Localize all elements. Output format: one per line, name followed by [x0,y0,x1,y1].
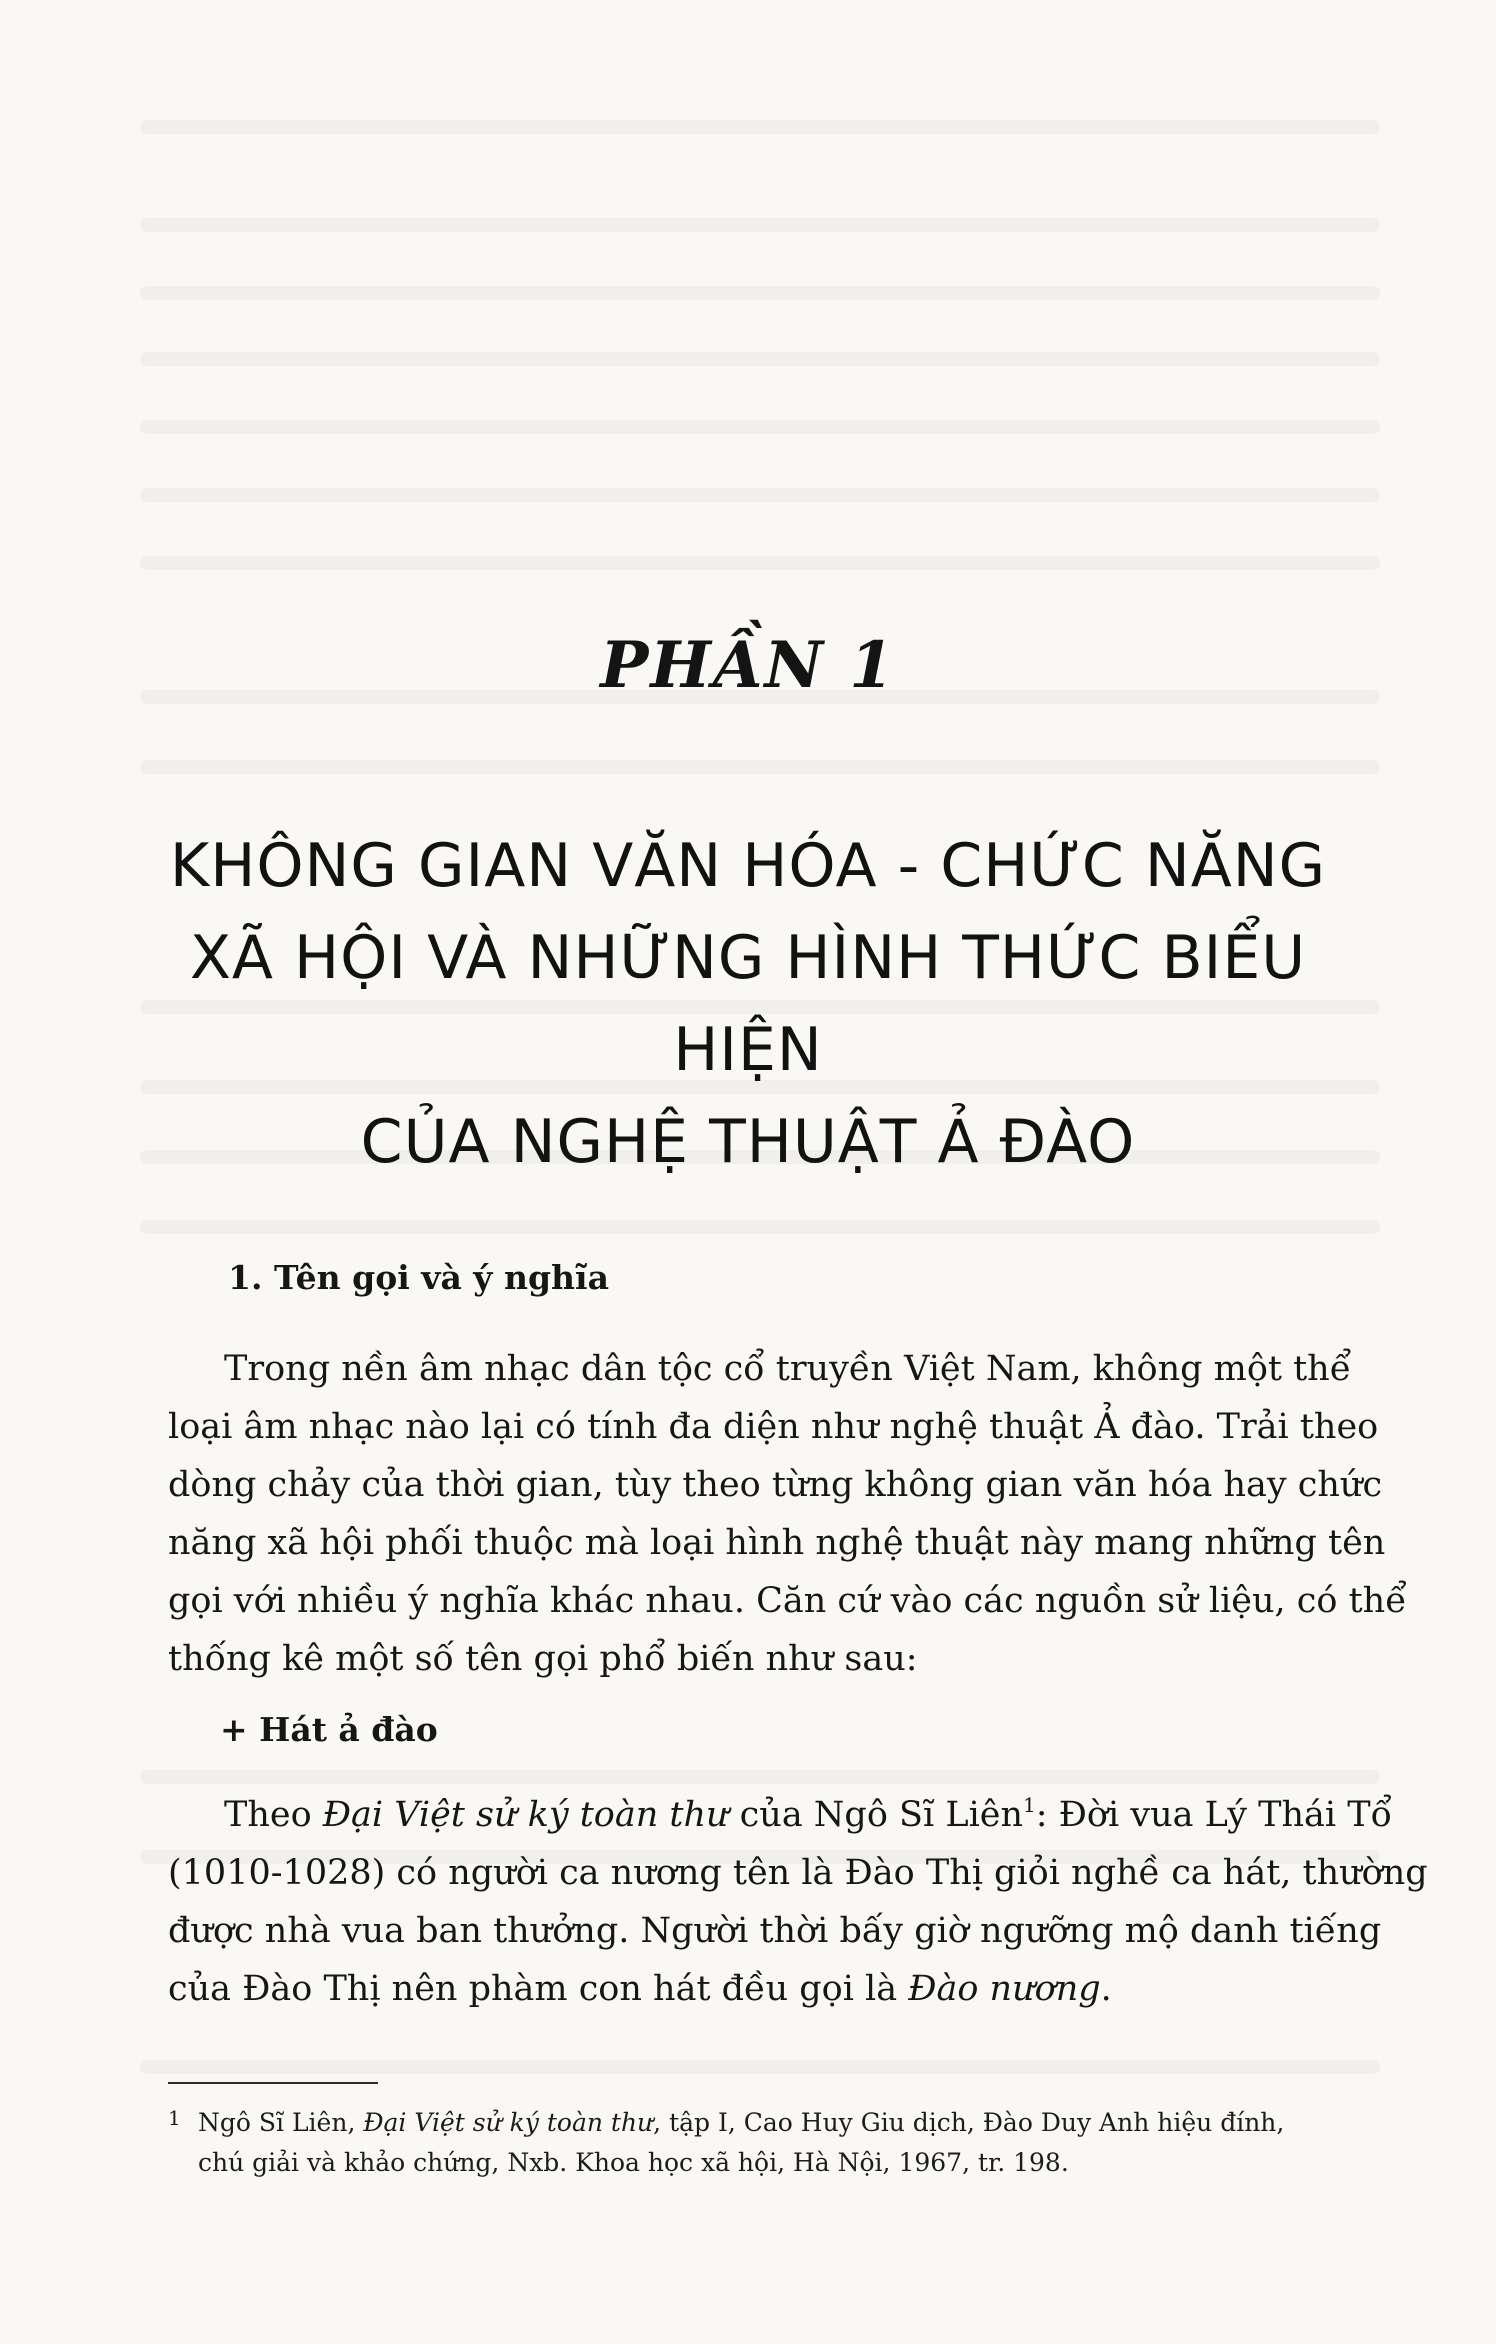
text-run: , tập I, Cao Huy Giu dịch, Đào Duy Anh hiệu đính, [653,2108,1285,2137]
footnote-mark: 1 [168,2106,181,2130]
paragraph-line: (1010-1028) có người ca nương tên là Đào Thị giỏi nghề ca hát, thường [168,1853,1428,1893]
paragraph-line [168,1960,1364,2018]
paragraph-line: Trong nền âm nhạc dân tộc cổ truyền Việt Nam, không một thể [224,1349,1352,1389]
footnote-reference: 1 [1023,1793,1036,1817]
bleed-through-band [140,420,1380,434]
hat-a-dao-paragraph [168,1786,1428,2018]
text-run: . [1100,1969,1112,2009]
footnote [168,2098,1368,2183]
paragraph-line [168,1786,1392,1844]
text-run: Theo [224,1795,323,1835]
chapter-heading-line: XÃ HỘI VÀ NHỮNG HÌNH THỨC BIỂU HIỆN [189,923,1307,1085]
paragraph-line: gọi với nhiều ý nghĩa khác nhau. Căn cứ vào các nguồn sử liệu, có thể [168,1581,1407,1621]
text-run: Ngô Sĩ Liên, [198,2108,364,2137]
text-run: : Đời vua Lý Thái Tổ [1035,1795,1392,1835]
bleed-through-band [140,760,1380,774]
bleed-through-band [140,120,1380,134]
text-run: của Đào Thị nên phàm con hát đều gọi là [168,1969,909,2009]
section-title: 1. Tên gọi và ý nghĩa [228,1258,609,1297]
bleed-through-band [140,556,1380,570]
bleed-through-band [140,218,1380,232]
text-run: của Ngô Sĩ Liên [728,1795,1024,1835]
emphasized-term: Đào nương [908,1969,1101,2009]
intro-paragraph [168,1340,1407,1688]
bleed-through-band [140,2060,1380,2074]
subsection-title: + Hát ả đào [220,1710,438,1749]
part-label: PHẦN 1 [600,628,896,703]
footnote-line [168,2098,1368,2143]
footnote-divider [168,2082,378,2084]
book-title: Đại Việt sử ký toàn thư [322,1795,729,1835]
bleed-through-band [140,1220,1380,1234]
paragraph-line: loại âm nhạc nào lại có tính đa diện như nghệ thuật Ả đào. Trải theo [168,1407,1379,1447]
book-title: Đại Việt sử ký toàn thư [363,2108,654,2137]
paragraph-line: dòng chảy của thời gian, tùy theo từng không gian văn hóa hay chức [168,1465,1383,1505]
paragraph-line: được nhà vua ban thưởng. Người thời bấy giờ ngưỡng mộ danh tiếng [168,1911,1382,1951]
bleed-through-band [140,352,1380,366]
bleed-through-band [140,1770,1380,1784]
chapter-heading-line: CỦA NGHỆ THUẬT Ả ĐÀO [360,1107,1136,1177]
chapter-heading-line: KHÔNG GIAN VĂN HÓA - CHỨC NĂNG [169,831,1327,901]
chapter-heading [120,820,1376,1188]
paragraph-line: năng xã hội phối thuộc mà loại hình nghệ thuật này mang những tên [168,1523,1386,1563]
paragraph-line: thống kê một số tên gọi phổ biến như sau: [168,1639,918,1679]
bleed-through-band [140,488,1380,502]
footnote-line: chú giải và khảo chứng, Nxb. Khoa học xã hội, Hà Nội, 1967, tr. 198. [198,2148,1069,2177]
bleed-through-band [140,286,1380,300]
